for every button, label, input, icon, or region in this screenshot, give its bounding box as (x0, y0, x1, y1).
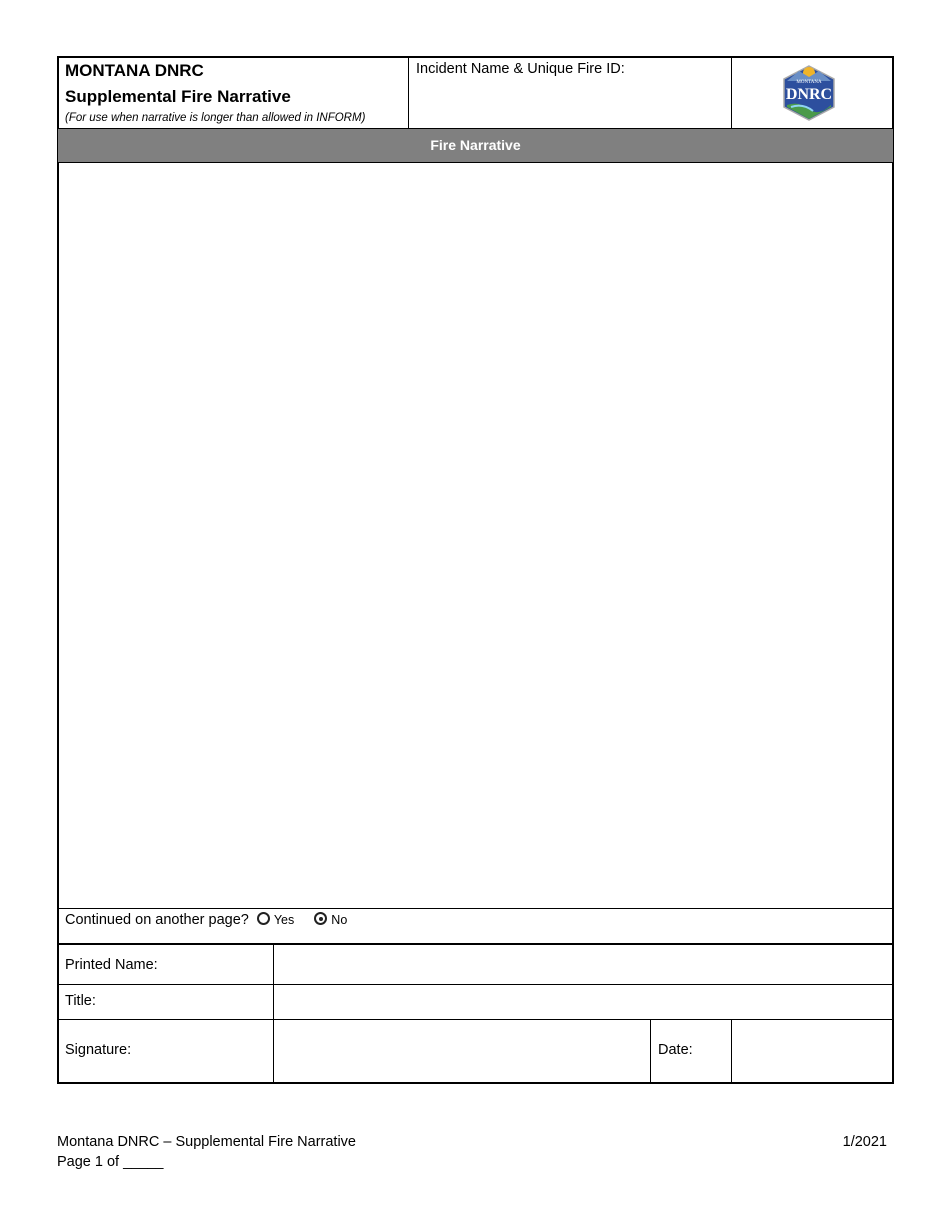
divider (58, 908, 893, 909)
title-input[interactable] (276, 986, 891, 1018)
section-header-fire-narrative: Fire Narrative (58, 129, 893, 162)
footer-doc-name: Montana DNRC – Supplemental Fire Narrative (57, 1134, 356, 1150)
org-name: MONTANA DNRC (65, 61, 204, 80)
incident-input[interactable] (412, 82, 728, 126)
divider (408, 57, 409, 129)
dnrc-logo (779, 63, 839, 123)
radio-yes[interactable]: Yes (257, 913, 294, 927)
divider (58, 162, 893, 163)
radio-unchecked-icon (257, 912, 270, 925)
footer-page: Page 1 of _____ (57, 1154, 164, 1170)
divider (731, 57, 732, 129)
divider (731, 1019, 732, 1083)
divider (273, 945, 274, 1083)
svg-text:DNRC: DNRC (785, 86, 833, 103)
printed-name-input[interactable] (276, 947, 891, 983)
divider (58, 943, 893, 945)
incident-label: Incident Name & Unique Fire ID: (416, 61, 625, 77)
footer-revision: 1/2021 (842, 1134, 887, 1150)
continued-row (65, 912, 347, 928)
continued-label: Continued on another page? (65, 912, 249, 928)
signature-input[interactable] (276, 1021, 648, 1081)
form-subtitle: (For use when narrative is longer than allowed in INFORM) (65, 112, 366, 124)
form-title: Supplemental Fire Narrative (65, 87, 291, 106)
radio-checked-icon (314, 912, 327, 925)
date-input[interactable] (734, 1021, 891, 1081)
printed-name-label: Printed Name: (65, 957, 158, 973)
divider (58, 1019, 893, 1020)
divider (650, 1019, 651, 1083)
title-label: Title: (65, 993, 96, 1009)
svg-text:MONTANA: MONTANA (796, 80, 822, 85)
divider (58, 984, 893, 985)
signature-label: Signature: (65, 1042, 132, 1058)
radio-no[interactable]: No (314, 913, 347, 927)
narrative-textarea[interactable] (60, 165, 890, 905)
date-label: Date: (658, 1042, 693, 1058)
